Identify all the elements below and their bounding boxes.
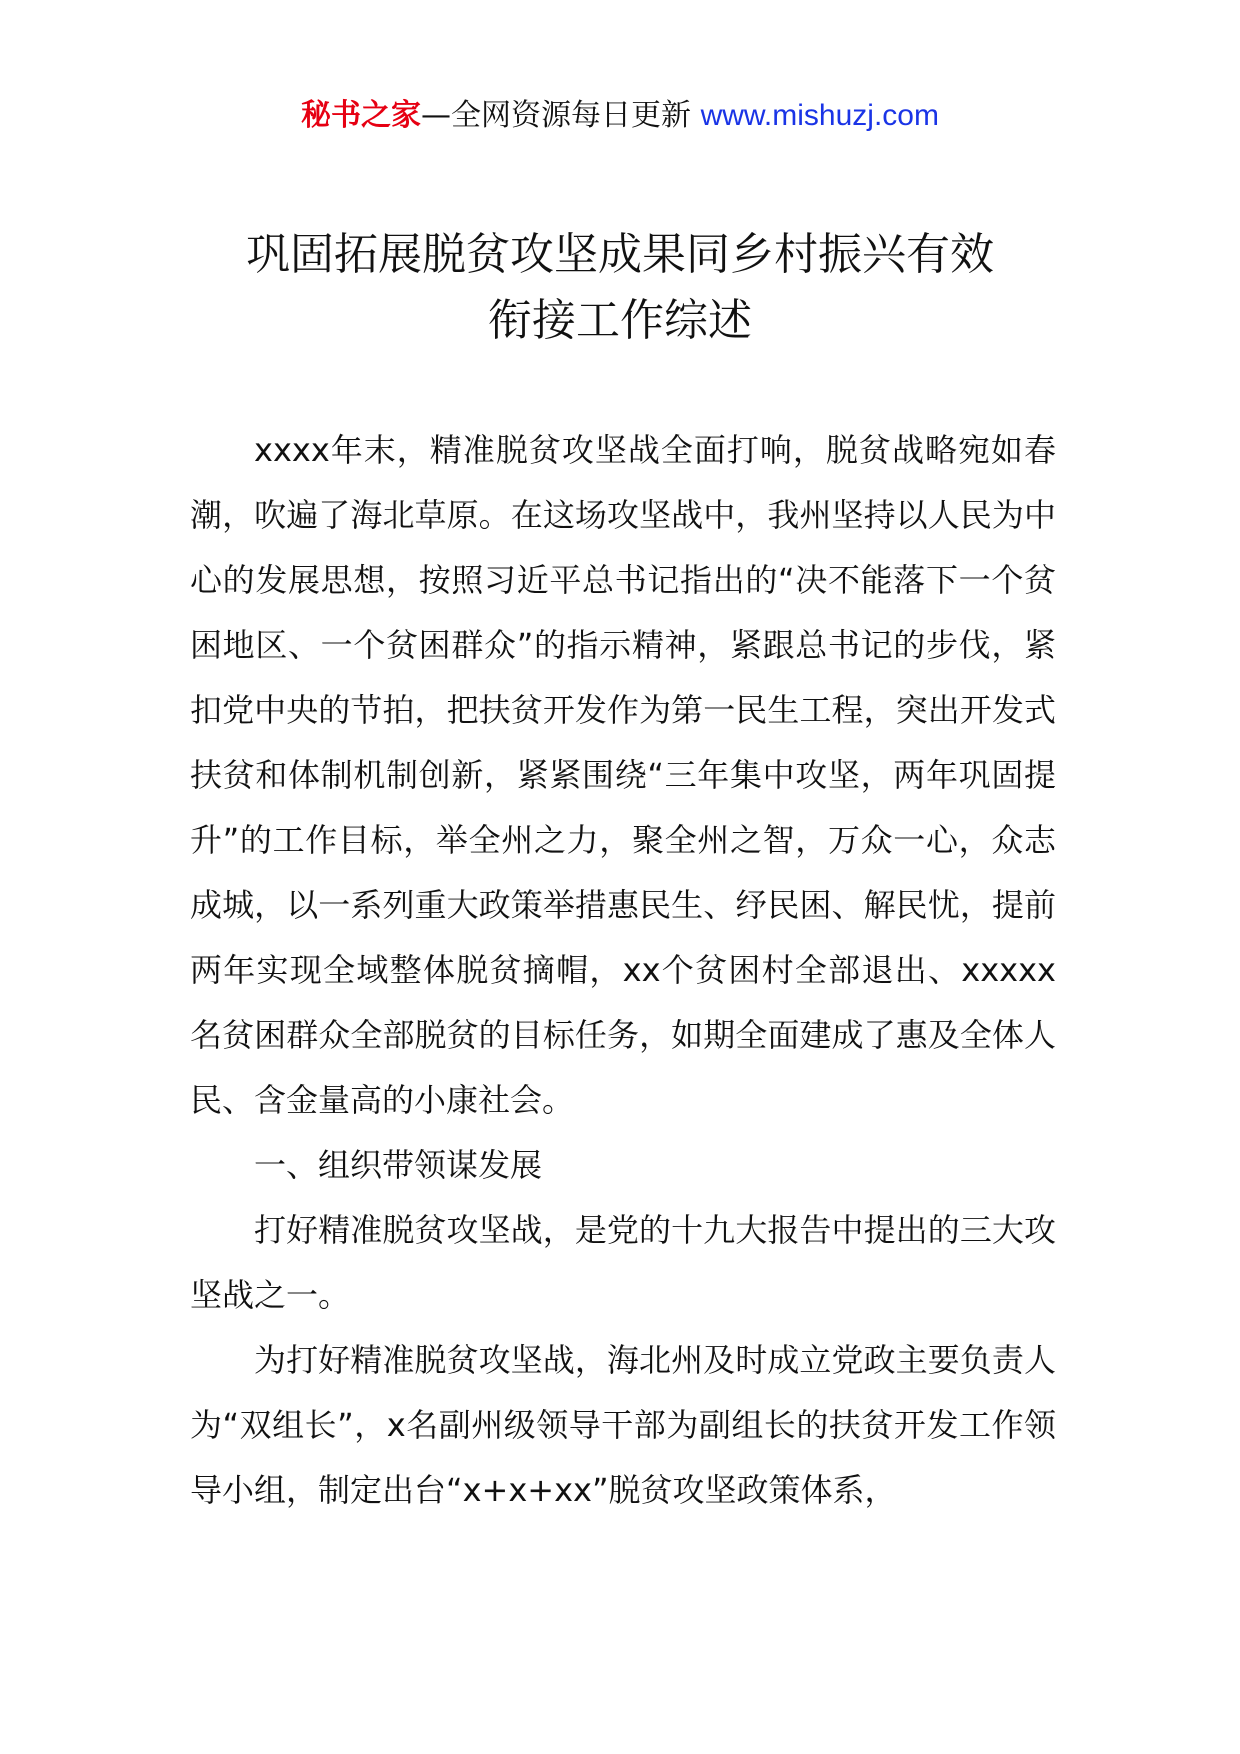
body-paragraph-intro: xxxx年末，精准脱贫攻坚战全面打响，脱贫战略宛如春潮，吹遍了海北草原。在这场攻坚战中，我州坚持以人民为中心的发展思想，按照习近平总书记指出的“决不能落下一个贫困地区、一个贫困群众”的指示精神，紧跟总书记的步伐，紧扣党中央的节拍，把扶贫开发作为第一民生工程，突出开发式扶贫和体制机制创新，紧紧围绕“三年集中攻坚，两年巩固提升”的工作目标，举全州之力，聚全州之智，万众一心，众志成城，以一系列重大政策举措惠民生、纾民困、解民忧，提前两年实现全域整体脱贫摘帽，xx个贫困村全部退出、xxxxx名贫困群众全部脱贫的目标任务，如期全面建成了惠及全体人民、含金量高的小康社会。 xyxy=(190,431,1056,1119)
document-title xyxy=(0,222,1240,354)
body-paragraph-2: 打好精准脱贫攻坚战，是党的十九大报告中提出的三大攻坚战之一。 xyxy=(190,1211,1056,1314)
site-tagline: —全网资源每日更新 xyxy=(421,98,692,133)
site-brand: 秘书之家 xyxy=(301,98,422,133)
document-title-line-1: 巩固拓展脱贫攻坚成果同乡村振兴有效 xyxy=(246,229,994,280)
section-heading-1: 一、组织带领谋发展 xyxy=(254,1146,543,1184)
site-url-link[interactable]: www.mishuzj.com xyxy=(700,99,939,132)
document-body xyxy=(190,418,1056,1523)
document-title-line-2: 衔接工作综述 xyxy=(488,295,752,346)
site-header-banner xyxy=(0,96,1240,136)
body-paragraph-3: 为打好精准脱贫攻坚战，海北州及时成立党政主要负责人为“双组长”，x名副州级领导干部为副组长的扶贫开发工作领导小组，制定出台“x+x+xx”脱贫攻坚政策体系， xyxy=(190,1341,1056,1509)
